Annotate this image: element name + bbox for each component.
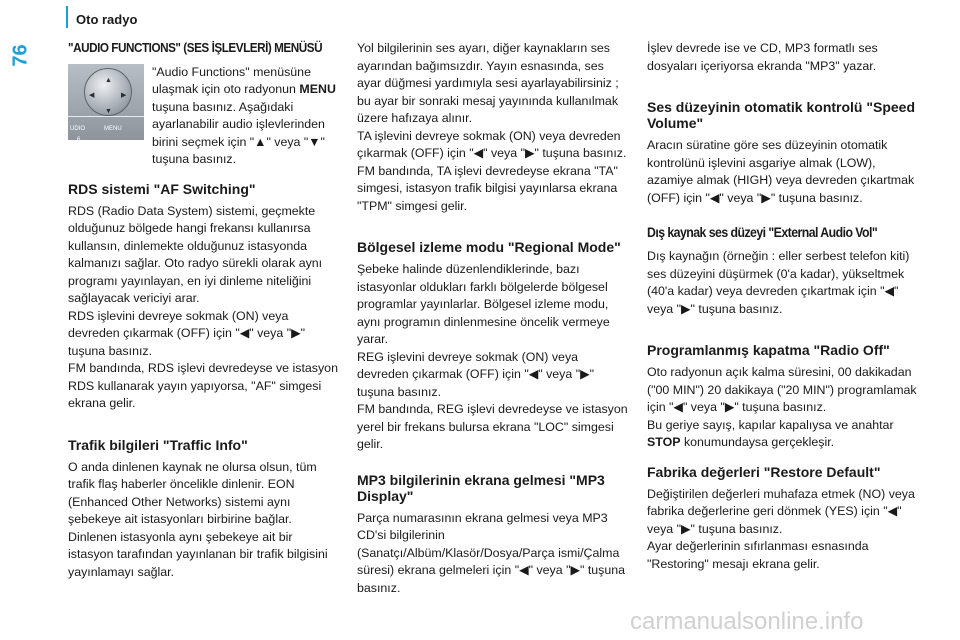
intro-text-1: "Audio Functions" menüsüne ulaşmak için oto radyonun <box>152 64 311 96</box>
watermark: carmanualsonline.info <box>630 608 864 635</box>
mp3-text: Parça numarasının ekrana gelmesi veya MP3 CD'si bilgilerinin (Sanatçı/Albüm/Klasör/Dosya/Parça ismi/Çalma süresi) ekrana gelmeleri için "◀" veya "▶" tuşuna basınız. <box>357 510 626 595</box>
navigation-knob <box>84 68 132 116</box>
arrow-down-icon: ▼ <box>105 107 112 115</box>
regional-title: Bölgesel izleme modu "Regional Mode" <box>357 239 621 255</box>
speed-title: Ses düzeyinin otomatik kontrolü "Speed Volume" <box>647 99 916 131</box>
rds-title: RDS sistemi "AF Switching" <box>68 180 256 197</box>
off-text-1: Oto radyonun açık kalma süresini, 00 dakikadan ("00 MIN") 20 dakikaya ("20 MIN") programlamak için "◀" veya "▶" tuşuna basınız. <box>647 365 917 414</box>
traffic-text: O anda dinlenen kaynak ne olursa olsun, tüm trafik flaş haberler öncelikle dinlenir. EON (Enhanced Other Networks) sistemi aynı şebekeye ait istasyonları birbirine bağlar. Dinlenen istasyonla aynı şebekeye ait bir istasyon tarafından yayınlanan bir trafik bilgisini yayınlamayı sağlar. <box>68 459 328 579</box>
stop-key-label: STOP <box>647 435 681 449</box>
factory-title: Fabrika değerleri "Restore Default" <box>647 463 881 480</box>
mp3-cont: İşlev devrede ise ve CD, MP3 formatlı ses dosyaları içeriyorsa ekranda "MP3" yazar. <box>647 41 878 73</box>
section-title: "AUDIO FUNCTIONS" (SES İŞLEVLERİ) MENÜSÜ <box>68 41 323 55</box>
off-text-2: Bu geriye sayış, kapılar kapalıysa ve anahtar <box>647 417 894 432</box>
column-1 <box>68 40 340 581</box>
arrow-up-icon: ▲ <box>105 76 112 84</box>
rds-text-3: FM bandında, RDS işlevi devredeyse ve istasyon RDS kullanarak yayın yapıyorsa, "AF" simgesi ekrana gelir. <box>68 361 338 410</box>
menu-key-label: MENU <box>299 82 336 96</box>
traffic-cont-2: TA işlevini devreye sokmak (ON) veya devreden çıkarmak (OFF) için "◀" veya "▶" tuşuna basınız. <box>357 128 627 160</box>
header-title: Oto radyo <box>76 12 138 27</box>
off-title: Programlanmış kapatma "Radio Off" <box>647 342 890 358</box>
device-label-audio: UDIO <box>70 125 85 132</box>
traffic-title: Trafik bilgileri "Traffic Info" <box>68 436 248 453</box>
column-3 <box>647 40 919 573</box>
page-number: 76 <box>9 44 32 67</box>
traffic-cont: Yol bilgilerinin ses ayarı, diğer kaynakların ses ayarından bağımsızdır. Yayın esnasında, ses ayar düğmesi yardımıyla sesi ayarlayabilirsiniz ; bu ayar bir sonraki mesaj yayınında kullanılmak üzere hafızaya alınır. <box>357 41 619 125</box>
intro-block <box>68 64 340 169</box>
column-2 <box>357 40 631 597</box>
factory-text-2: Ayar değerlerinin sıfırlanması esnasında "Restoring" mesajı ekrana gelir. <box>647 539 869 571</box>
factory-text: Değiştirilen değerleri muhafaza etmek (NO) veya fabrika değerlerine geri dönmek (YES) için "◀" veya "▶" tuşuna basınız. <box>647 486 915 536</box>
rds-text: RDS (Radio Data System) sistemi, geçmekte olduğunuz bölgede hangi frekansı kullanırsa kullansın, dinlemekte olduğunuz istasyonda kalmanızı sağlar. Oto radyo sürekli olarak aynı programı yayınlayan, en iyi dinleme niteliğini sağlayacak vericiyi arar. <box>68 203 323 305</box>
intro-text <box>152 64 340 169</box>
off-text-3: konumundaysa gerçekleşir. <box>680 435 835 449</box>
mp3-title: MP3 bilgilerinin ekrana gelmesi "MP3 Display" <box>357 471 605 504</box>
radio-device-image <box>68 64 144 140</box>
intro-text-2: tuşuna basınız. Aşağıdaki ayarlanabilir audio işlevlerinden birini seçmek için "▲" veya "▼" tuşuna basınız. <box>152 99 325 166</box>
ext-title: Dış kaynak ses düzeyi "External Audio Vol" <box>647 225 878 240</box>
off-text-2-wrap <box>647 417 919 452</box>
device-label-menu: MENU <box>104 125 122 132</box>
arrow-right-icon: ▶ <box>121 91 127 99</box>
device-divider <box>68 116 144 117</box>
regional-text: Şebeke halinde düzenlendiklerinde, bazı istasyonlar oldukları farklı bölgelerde bölgesel programlar yayınlarlar. Bölgesel izleme modu, aynı programın dinlenmesine öncelik vermeye yarar. <box>357 262 610 346</box>
traffic-cont-3: FM bandında, TA işlevi devredeyse ekrana "TA" simgesi, istasyon trafik bilgisi yayınlarsa ekrana "TPM" simgesi gelir. <box>357 163 618 213</box>
device-label-number: 6 <box>77 136 81 140</box>
speed-text: Aracın süratine göre ses düzeyinin otomatik kontrolünü işlevini asgariye almak (LOW), azamiye almak (HIGH) veya devreden çıkartmak (OFF) için "◀" veya "▶" tuşuna basınız. <box>647 138 915 205</box>
rds-text-2: RDS işlevini devreye sokmak (ON) veya devreden çıkarmak (OFF) için "◀" veya "▶" tuşuna basınız. <box>68 308 306 358</box>
regional-text-3: FM bandında, REG işlevi devredeyse ve istasyon yerel bir frekans bulursa ekrana "LOC" simgesi gelir. <box>357 402 628 451</box>
header-accent-bar <box>66 6 68 28</box>
regional-text-2: REG işlevini devreye sokmak (ON) veya devreden çıkarmak (OFF) için "◀" veya "▶" tuşuna basınız. <box>357 349 595 399</box>
arrow-left-icon: ◀ <box>89 91 95 99</box>
ext-text: Dış kaynağın (örneğin : eller serbest telefon kiti) ses düzeyini düşürmek (0'a kadar), yükseltmek (40'a kadar) veya devreden çıkartmak için "◀" veya "▶" tuşuna basınız. <box>647 249 910 316</box>
